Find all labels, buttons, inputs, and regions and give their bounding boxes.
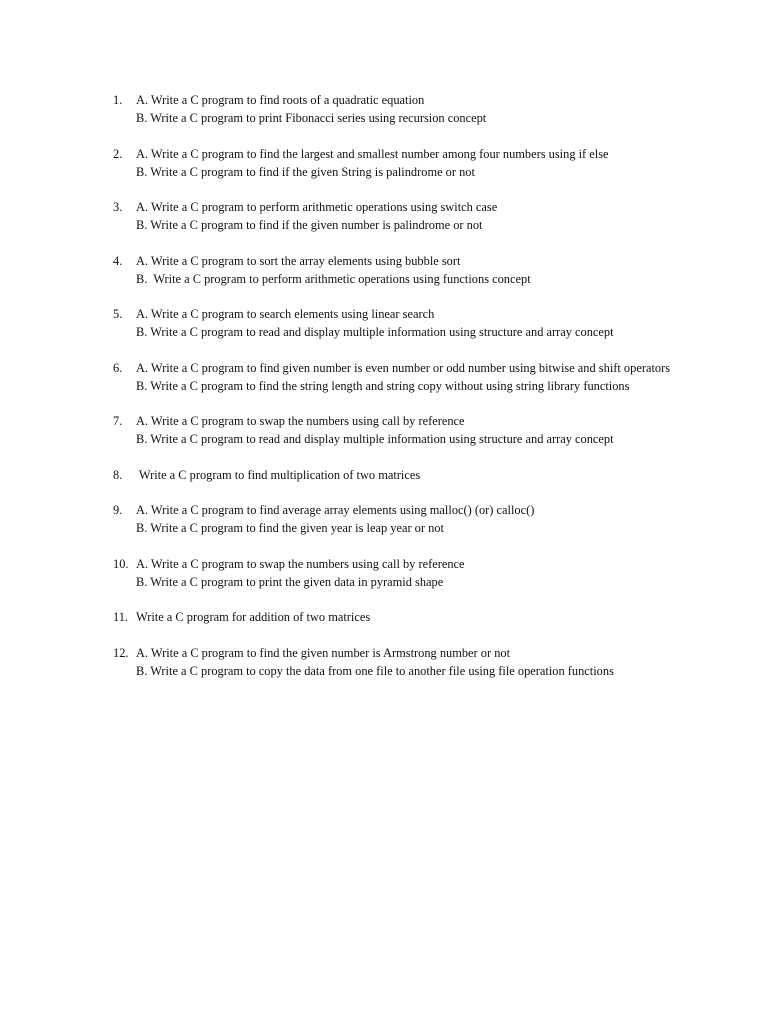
- question-number: 8.: [113, 467, 123, 482]
- question-line: B. Write a C program to read and display multiple information using structure and array concept: [136, 432, 614, 446]
- question-line: A. Write a C program to find the given number is Armstrong number or not: [136, 645, 511, 660]
- question-line: B. Write a C program to perform arithmetic operations using functions concept: [136, 271, 531, 286]
- question-number: 9.: [113, 503, 123, 517]
- question-line: A. Write a C program to sort the array elements using bubble sort: [136, 253, 461, 268]
- question-item: [113, 608, 753, 626]
- question-item: [113, 198, 753, 234]
- question-number: 10.: [113, 556, 129, 571]
- question-number: 11.: [113, 610, 129, 624]
- question-number: 6.: [113, 360, 123, 375]
- question-line: Write a C program to find multiplication of two matrices: [136, 467, 421, 482]
- question-number: 5.: [113, 307, 123, 321]
- question-line: A. Write a C program to find the largest and smallest number among four numbers using if else: [136, 146, 609, 161]
- question-number: 7.: [113, 414, 123, 428]
- question-item: [113, 466, 753, 484]
- question-item: [113, 91, 753, 127]
- question-item: [113, 359, 753, 395]
- question-line: A. Write a C program to swap the numbers using call by reference: [136, 556, 465, 571]
- question-number: 12.: [113, 645, 129, 660]
- question-line: B. Write a C program to copy the data from one file to another file using file operation functions: [136, 663, 614, 678]
- question-list: [113, 91, 753, 697]
- question-number: 2.: [113, 146, 123, 161]
- question-line: A. Write a C program to find roots of a quadratic equation: [136, 93, 425, 107]
- question-line: A. Write a C program to perform arithmetic operations using switch case: [136, 200, 498, 214]
- question-item: [113, 644, 753, 680]
- question-line: Write a C program for addition of two matrices: [136, 610, 371, 624]
- question-line: B. Write a C program to find if the given String is palindrome or not: [136, 164, 475, 179]
- question-line: B. Write a C program to find the string length and string copy without using string library functions: [136, 378, 630, 393]
- question-item: [113, 252, 753, 288]
- question-line: B. Write a C program to print the given data in pyramid shape: [136, 574, 444, 589]
- question-number: 4.: [113, 253, 123, 268]
- question-item: [113, 501, 753, 537]
- question-line: A. Write a C program to find average array elements using malloc() (or) calloc(): [136, 503, 535, 517]
- question-line: B. Write a C program to find if the given number is palindrome or not: [136, 218, 483, 232]
- question-line: A. Write a C program to search elements using linear search: [136, 307, 435, 321]
- question-line: A. Write a C program to swap the numbers using call by reference: [136, 414, 465, 428]
- question-item: [113, 412, 753, 448]
- question-number: 1.: [113, 93, 123, 107]
- question-line: B. Write a C program to read and display multiple information using structure and array concept: [136, 325, 614, 339]
- question-number: 3.: [113, 200, 123, 214]
- question-item: [113, 145, 753, 181]
- question-item: [113, 305, 753, 341]
- question-line: A. Write a C program to find given number is even number or odd number using bitwise and shift operators: [136, 360, 671, 375]
- question-line: B. Write a C program to find the given year is leap year or not: [136, 521, 444, 535]
- question-item: [113, 555, 753, 591]
- question-line: B. Write a C program to print Fibonacci series using recursion concept: [136, 111, 487, 125]
